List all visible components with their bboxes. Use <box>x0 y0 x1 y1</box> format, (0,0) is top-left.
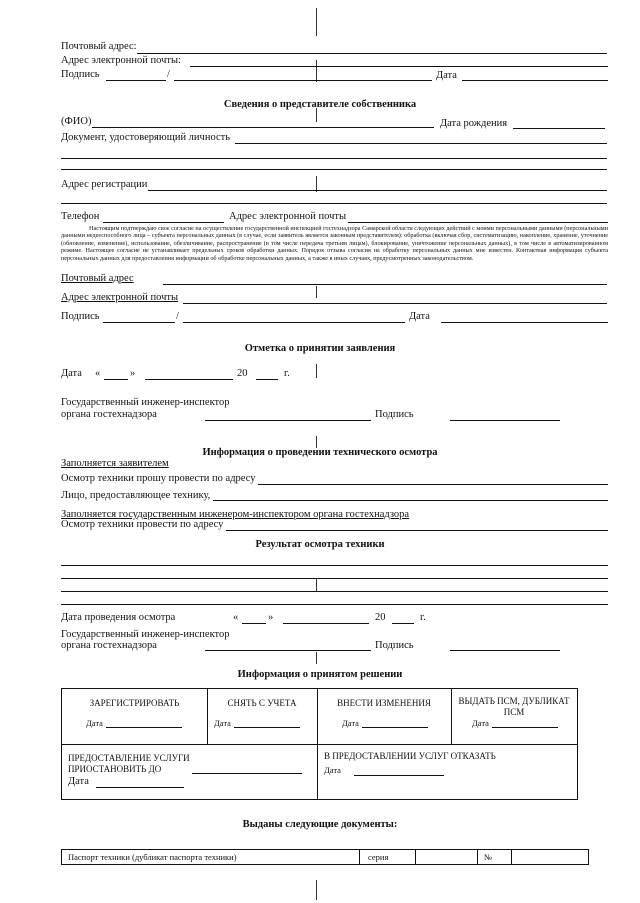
decision-suspend-label-2: ПРИОСТАНОВИТЬ ДО <box>68 764 162 774</box>
registration-address-field[interactable] <box>148 190 607 191</box>
decision-suspend-date-field[interactable] <box>96 787 184 788</box>
inspection-year-suffix: г. <box>420 612 426 623</box>
decision-deregister-label: СНЯТЬ С УЧЕТА <box>227 698 297 708</box>
decision-register-label: ЗАРЕГИСТРИРОВАТЬ <box>89 698 180 708</box>
inspection-year-field[interactable] <box>392 623 414 624</box>
inspection-day-field[interactable] <box>242 623 266 624</box>
rep-signature-slash: / <box>176 311 179 322</box>
acceptance-date-label: Дата <box>61 368 82 379</box>
presenter-label: Лицо, предоставляющее технику, <box>61 490 211 501</box>
decision-suspend-label-1: ПРЕДОСТАВЛЕНИЕ УСЛУГИ <box>68 753 190 763</box>
documents-number-label: № <box>484 852 493 862</box>
inspection-result-title: Результат осмотра техники <box>255 539 385 550</box>
inspect-at-label: Осмотр техники прошу провести по адресу <box>61 473 256 484</box>
decision-issue-psm-date-label: Дата <box>472 718 489 728</box>
registration-address-field-2[interactable] <box>61 203 607 204</box>
decision-suspend-date-label: Дата <box>68 776 89 787</box>
rep-email2-field[interactable] <box>183 303 607 304</box>
decision-refuse-label: В ПРЕДОСТАВЛЕНИИ УСЛУГ ОТКАЗАТЬ <box>324 751 496 761</box>
rep-email2-label: Адрес электронной почты <box>61 292 179 303</box>
inspection-inspector-field[interactable] <box>205 650 371 651</box>
documents-series-label: серия <box>368 852 389 862</box>
acceptance-day-field[interactable] <box>104 379 128 380</box>
decision-issue-psm-date-field[interactable] <box>492 727 558 728</box>
decision-modify-date-field[interactable] <box>362 727 428 728</box>
signature-decode-field[interactable] <box>174 80 432 81</box>
decision-register-date-field[interactable] <box>106 727 182 728</box>
presenter-field[interactable] <box>213 500 608 501</box>
fold-crease-mid3 <box>316 286 317 298</box>
inspection-result-line-4[interactable] <box>61 604 608 605</box>
acceptance-signature-label: Подпись <box>375 409 414 420</box>
email-label: Адрес электронной почты: <box>61 55 181 66</box>
inspection-quote-open: « <box>233 612 239 623</box>
documents-col-divider-2 <box>415 850 416 864</box>
rep-date-field[interactable] <box>441 322 608 323</box>
acceptance-inspector-line2: органа гостехнадзора <box>61 409 157 420</box>
birth-date-label: Дата рождения <box>440 118 508 129</box>
id-document-field-3[interactable] <box>61 169 607 170</box>
filled-by-inspector-label: Заполняется государственным инженером-инспектором органа гостехнадзора <box>61 509 410 520</box>
registration-address-label: Адрес регистрации <box>61 179 148 190</box>
inspect-at-field[interactable] <box>258 484 608 485</box>
acceptance-signature-field[interactable] <box>450 420 560 421</box>
rep-signature-field[interactable] <box>103 322 175 323</box>
inspection-result-line-2[interactable] <box>61 578 608 579</box>
inspection-year-prefix: 20 <box>375 612 386 623</box>
fio-label: (ФИО) <box>61 116 92 127</box>
fold-crease-mid4 <box>316 364 317 378</box>
inspection-section-title: Информация о проведении технического осмотра <box>202 447 438 458</box>
fio-field[interactable] <box>92 127 434 128</box>
rep-date-label: Дата <box>409 311 430 322</box>
rep-email-label: Адрес электронной почты <box>229 211 347 222</box>
acceptance-quote-open: « <box>95 368 101 379</box>
decision-col-divider-1 <box>207 689 208 744</box>
documents-section-title: Выданы следующие документы: <box>242 819 398 830</box>
inspection-result-line-3[interactable] <box>61 591 608 592</box>
rep-postal-address-label: Почтовый адрес <box>61 273 134 284</box>
inspection-date-label: Дата проведения осмотра <box>61 612 176 623</box>
fold-crease-top2 <box>316 60 317 82</box>
acceptance-month-field[interactable] <box>145 379 233 380</box>
inspection-signature-field[interactable] <box>450 650 560 651</box>
email-field[interactable] <box>190 66 608 67</box>
filled-by-applicant-label: Заполняется заявителем <box>61 458 169 469</box>
acceptance-year-field[interactable] <box>256 379 278 380</box>
decision-issue-psm-label-1: ВЫДАТЬ ПСМ, ДУБЛИКАТ <box>458 696 570 706</box>
signature-label: Подпись <box>61 69 100 80</box>
decision-deregister-date-label: Дата <box>214 718 231 728</box>
decision-section-title: Информация о принятом решении <box>237 669 403 680</box>
postal-address-field[interactable] <box>137 53 607 54</box>
documents-table <box>61 849 589 865</box>
inspection-result-line-1[interactable] <box>61 565 608 566</box>
decision-deregister-date-field[interactable] <box>234 727 300 728</box>
inspection-inspector-line2: органа гостехнадзора <box>61 640 157 651</box>
decision-register-date-label: Дата <box>86 718 103 728</box>
acceptance-section-title: Отметка о принятии заявления <box>244 343 396 354</box>
rep-email-field[interactable] <box>348 222 608 223</box>
date-field[interactable] <box>462 80 608 81</box>
birth-date-field[interactable] <box>513 128 605 129</box>
inspect-address-label: Осмотр техники провести по адресу <box>61 519 224 530</box>
date-label: Дата <box>436 70 457 81</box>
fold-crease-top <box>316 8 317 36</box>
decision-issue-psm-label-2: ПСМ <box>503 707 525 717</box>
id-document-field-2[interactable] <box>61 158 607 159</box>
decision-modify-date-label: Дата <box>342 718 359 728</box>
id-document-field[interactable] <box>235 143 607 144</box>
inspection-month-field[interactable] <box>283 623 369 624</box>
rep-signature-decode-field[interactable] <box>183 322 405 323</box>
decision-refuse-date-label: Дата <box>324 765 341 775</box>
documents-col-divider-3 <box>477 850 478 864</box>
signature-field[interactable] <box>106 80 166 81</box>
acceptance-year-suffix: г. <box>284 368 290 379</box>
phone-label: Телефон <box>61 211 100 222</box>
inspection-inspector-line1: Государственный инженер-инспектор <box>61 629 230 640</box>
decision-modify-label: ВНЕСТИ ИЗМЕНЕНИЯ <box>337 698 431 708</box>
decision-table <box>61 688 578 800</box>
decision-refuse-date-field[interactable] <box>354 775 444 776</box>
documents-col-divider-4 <box>511 850 512 864</box>
inspection-signature-label: Подпись <box>375 640 414 651</box>
fold-crease-bottom <box>316 880 317 900</box>
personal-data-consent-text: Настоящим подтверждаю свое согласие на осуществление государственной инспекцией гостехнадзора Самарской области следующих действий с моими персональными данными (персональными данными недееспособного лица – субъекта персональных данных (в случае, если заявитель является законным представителем): обработка (включая сбор, систематизацию, накопление, хранение, уточнение (обновление, изменение), использование, обезличивание, распространение (в том числе передача третьим лицам), блокирование, уничтожение персональных данных), в том числе в автоматизированном режиме. Настоящее согласие не устанавливает предельных сроков обработки данных. Порядок отзыва согласия на обработку персональных данных мне известен. Контактная информация субъекта персональных данных для предоставления информации об обработке персональных данных, а также в иных случаях, предусмотренных законодательством. <box>61 225 608 262</box>
decision-row-divider <box>62 744 577 745</box>
acceptance-inspector-line1: Государственный инженер-инспектор <box>61 397 230 408</box>
documents-passport-label: Паспорт техники (дубликат паспорта техники) <box>68 852 237 862</box>
acceptance-quote-close: » <box>130 368 136 379</box>
rep-postal-address-field[interactable] <box>163 284 607 285</box>
acceptance-inspector-field[interactable] <box>205 420 371 421</box>
representative-section-title: Сведения о представителе собственника <box>223 99 417 110</box>
fold-crease-mid7 <box>316 652 317 664</box>
inspect-address-field[interactable] <box>226 530 608 531</box>
postal-address-label: Почтовый адрес: <box>61 41 137 52</box>
documents-col-divider-1 <box>359 850 360 864</box>
inspection-quote-close: » <box>268 612 274 623</box>
signature-slash: / <box>167 69 170 80</box>
id-document-label: Документ, удостоверяющий личность <box>61 132 230 143</box>
phone-field[interactable] <box>103 222 224 223</box>
acceptance-year-prefix: 20 <box>237 368 248 379</box>
decision-suspend-until-field[interactable] <box>192 773 302 774</box>
fold-crease-mid6 <box>316 578 317 592</box>
rep-signature-label: Подпись <box>61 311 100 322</box>
